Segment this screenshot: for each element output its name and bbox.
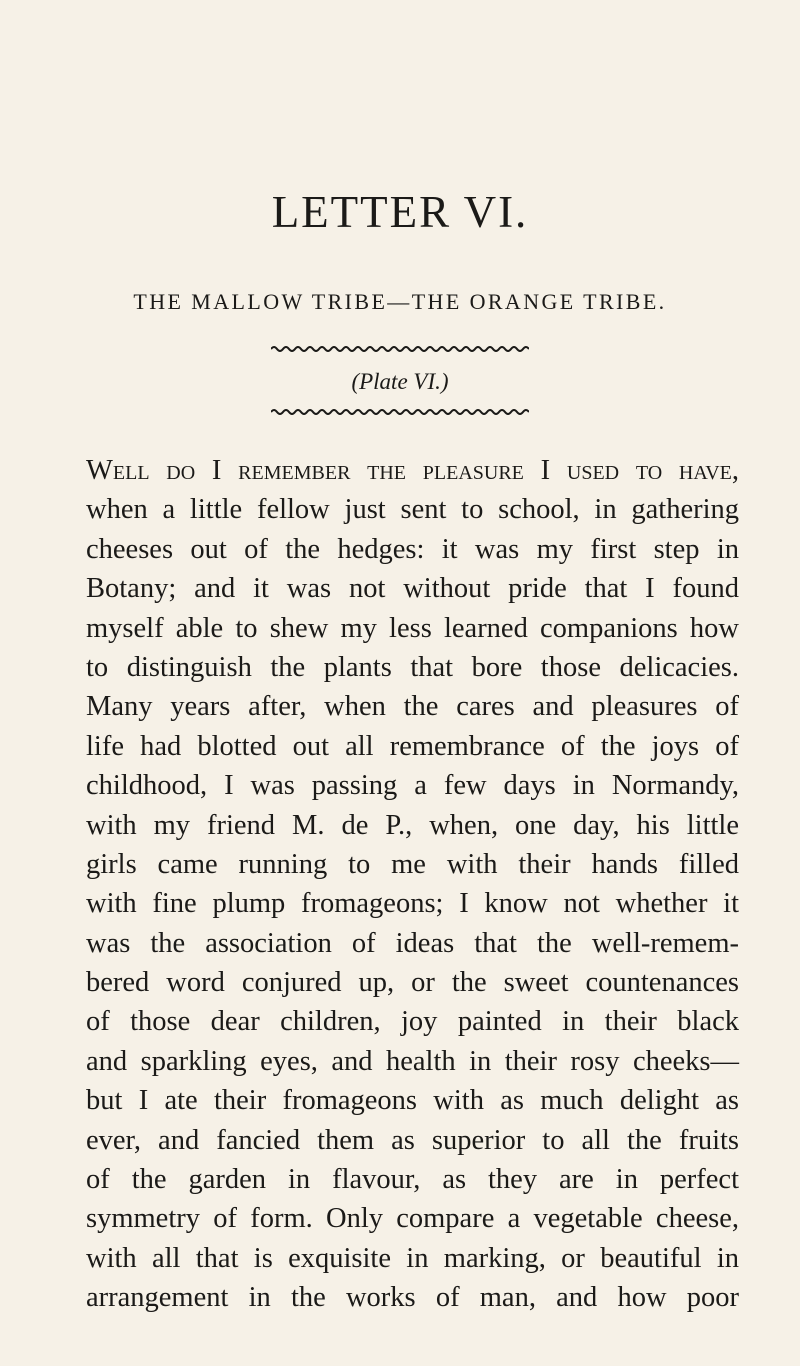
body-line: symmetry of form. Only compare a vegetable cheese, — [86, 1203, 739, 1235]
body-line: with my friend M. de P., when, one day, his little — [86, 809, 739, 841]
body-line: bered word conjured up, or the sweet countenances — [86, 967, 739, 999]
body-line: with all that is exquisite in marking, or beautiful in — [86, 1242, 739, 1274]
body-line: Well do I remember the pleasure I used to have, — [86, 455, 739, 486]
body-line: of those dear children, joy painted in their black — [86, 1006, 739, 1038]
body-line: girls came running to me with their hands filled — [86, 848, 739, 880]
plate-reference: (Plate VI.) — [351, 369, 449, 394]
ornament-rule-top — [271, 345, 529, 353]
body-line: to distinguish the plants that bore those delicacies. — [86, 651, 739, 683]
letter-title: LETTER VI. — [271, 187, 529, 237]
body-line: Many years after, when the cares and pleasures of — [86, 691, 739, 723]
ornament-rule-bottom — [271, 408, 529, 416]
body-line: ever, and fancied them as superior to all the fruits — [86, 1124, 739, 1156]
body-line: myself able to shew my less learned companions how — [86, 612, 739, 644]
body-line: cheeses out of the hedges: it was my first step in — [86, 533, 739, 565]
chapter-subtitle: THE MALLOW TRIBE—THE ORANGE TRIBE. — [133, 289, 667, 314]
body-line: was the association of ideas that the well-remem- — [86, 927, 739, 959]
body-line: when a little fellow just sent to school, in gathering — [86, 494, 739, 526]
letter-body — [86, 451, 739, 1318]
body-line: childhood, I was passing a few days in Normandy, — [86, 770, 739, 802]
body-line: and sparkling eyes, and health in their rosy cheeks— — [86, 1045, 739, 1077]
body-line: of the garden in flavour, as they are in perfect — [86, 1164, 739, 1196]
body-line: Botany; and it was not without pride that I found — [86, 573, 739, 605]
body-line: but I ate their fromageons with as much delight as — [86, 1085, 739, 1117]
body-line: arrangement in the works of man, and how poor — [86, 1282, 739, 1314]
body-line: with fine plump fromageons; I know not whether it — [86, 888, 739, 920]
body-line: life had blotted out all remembrance of the joys of — [86, 730, 739, 762]
